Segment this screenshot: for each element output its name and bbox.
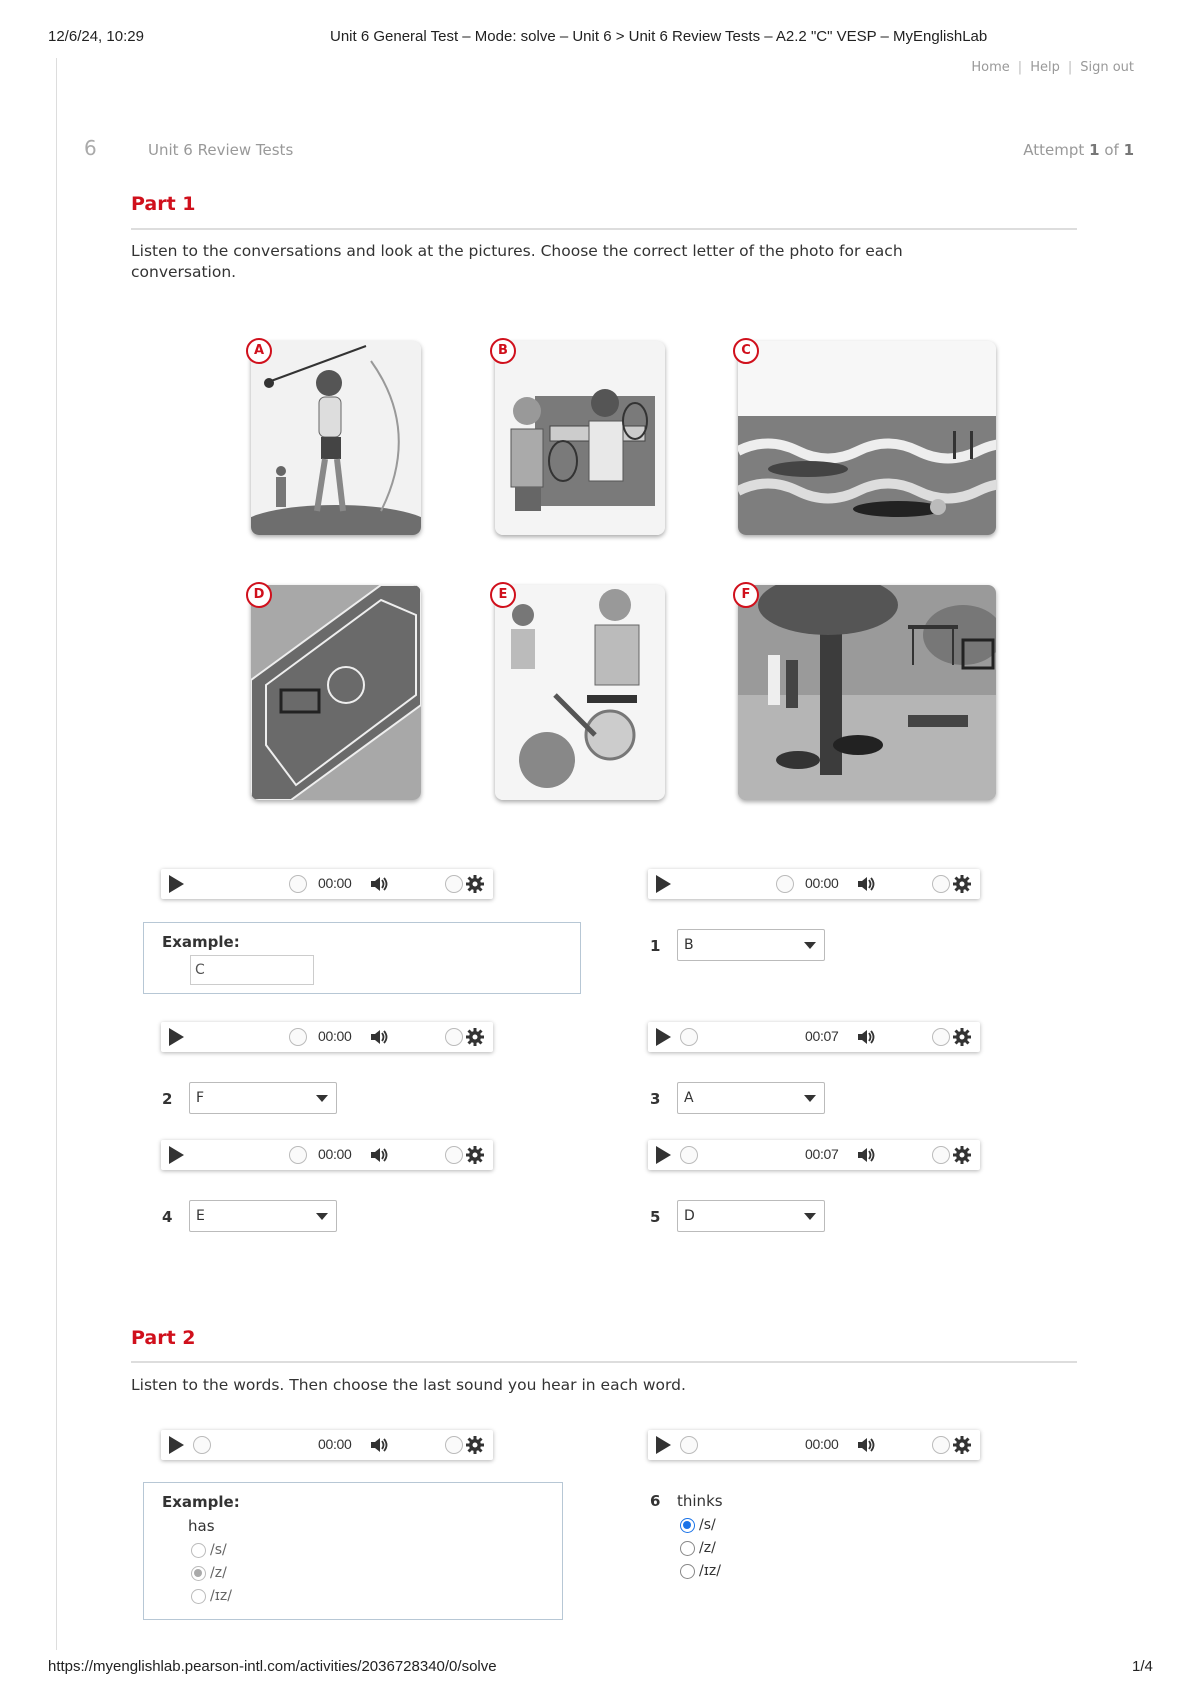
loading-spinner-icon [932,875,950,893]
separator: | [1067,60,1073,75]
photo-c-swimming [738,341,996,535]
radio-button-selected[interactable] [680,1518,695,1533]
home-link[interactable]: Home [971,60,1010,75]
sign-out-link[interactable]: Sign out [1080,60,1134,75]
photo-e-exercise-bikes [495,585,665,800]
chevron-down-icon [804,1213,816,1220]
question-number: 1 [650,937,661,955]
part1-divider [131,228,1077,230]
question-number: 2 [162,1090,173,1108]
loading-spinner-icon [445,1436,463,1454]
example-label: Example: [162,933,240,951]
part2-instructions: Listen to the words. Then choose the last sound you hear in each word. [131,1376,686,1394]
audio-time: 00:07 [805,1028,839,1044]
selected-value: E [196,1208,205,1224]
attempt-counter [1023,141,1134,159]
q6-option-iz[interactable] [680,1563,721,1579]
example-option-s [191,1542,227,1558]
play-icon[interactable] [169,1028,184,1046]
settings-gear-icon[interactable] [465,874,485,894]
print-header [0,28,1200,48]
question-number: 5 [650,1208,661,1226]
q6-option-z[interactable] [680,1540,716,1556]
settings-gear-icon[interactable] [952,1435,972,1455]
loading-spinner-icon [445,1028,463,1046]
answer-select-q4[interactable] [189,1200,337,1232]
audio-player-q3 [648,1022,980,1052]
loading-spinner-icon [680,1028,698,1046]
audio-player-part2-example [161,1430,493,1460]
play-icon[interactable] [656,875,671,893]
audio-time: 00:00 [318,875,352,891]
audio-player-example [161,869,493,899]
loading-spinner-icon [445,875,463,893]
volume-icon[interactable] [856,875,876,893]
audio-time: 00:00 [805,1436,839,1452]
volume-icon[interactable] [369,875,389,893]
loading-spinner-icon [932,1436,950,1454]
print-title: Unit 6 General Test – Mode: solve – Unit 6 > Unit 6 Review Tests – A2.2 "C" VESP – MyEnglishLab [330,28,988,45]
volume-icon[interactable] [369,1436,389,1454]
answer-select-q3[interactable] [677,1082,825,1114]
top-links [971,60,1134,75]
part2-divider [131,1361,1077,1363]
example-option-iz [191,1588,232,1604]
photo-b-tennis [495,341,665,535]
option-label: /s/ [210,1542,227,1558]
breadcrumb[interactable]: Unit 6 Review Tests [148,141,294,159]
question-word: thinks [677,1492,723,1510]
audio-time: 00:07 [805,1146,839,1162]
photo-d-pitch [251,585,421,800]
settings-gear-icon[interactable] [952,1027,972,1047]
option-label: /s/ [699,1517,716,1533]
loading-spinner-icon [680,1146,698,1164]
loading-spinner-icon [445,1146,463,1164]
audio-time: 00:00 [318,1028,352,1044]
volume-icon[interactable] [856,1028,876,1046]
volume-icon[interactable] [856,1436,876,1454]
photo-label-e: E [490,582,516,608]
photo-f-park [738,585,996,800]
answer-select-q5[interactable] [677,1200,825,1232]
radio-button [191,1543,206,1558]
loading-spinner-icon [776,875,794,893]
loading-spinner-icon [193,1436,211,1454]
audio-player-q5 [648,1140,980,1170]
question-number: 3 [650,1090,661,1108]
part1-instructions: Listen to the conversations and look at the pictures. Choose the correct letter of the photo for each conversation. [131,242,903,281]
print-date: 12/6/24, 10:29 [48,28,144,45]
help-link[interactable]: Help [1030,60,1060,75]
play-icon[interactable] [169,875,184,893]
radio-button-selected [191,1566,206,1581]
volume-icon[interactable] [856,1146,876,1164]
audio-time: 00:00 [318,1436,352,1452]
loading-spinner-icon [680,1436,698,1454]
page-left-rule [56,58,57,1650]
selected-value: B [684,937,694,953]
option-label: /ɪz/ [210,1588,232,1604]
page-number: 1/4 [1132,1658,1153,1675]
option-label: /z/ [699,1540,716,1556]
settings-gear-icon[interactable] [465,1435,485,1455]
photo-label-c: C [733,338,759,364]
example-box [143,922,581,994]
selected-value: A [684,1090,694,1106]
radio-button[interactable] [680,1564,695,1579]
audio-player-q1 [648,869,980,899]
chevron-down-icon [804,942,816,949]
option-label: /ɪz/ [699,1563,721,1579]
play-icon[interactable] [169,1146,184,1164]
selected-value: F [196,1090,205,1106]
example-label: Example: [162,1493,240,1511]
option-label: /z/ [210,1565,227,1581]
attempt-total: 1 [1123,141,1134,159]
play-icon[interactable] [656,1146,671,1164]
chevron-down-icon [316,1213,328,1220]
part2-title: Part 2 [131,1327,196,1349]
attempt-prefix: Attempt [1023,141,1085,159]
loading-spinner-icon [289,1146,307,1164]
selected-value: D [684,1208,695,1224]
loading-spinner-icon [932,1146,950,1164]
question-number: 4 [162,1208,173,1226]
volume-icon[interactable] [369,1028,389,1046]
audio-player-q4 [161,1140,493,1170]
radio-button[interactable] [680,1541,695,1556]
photo-label-d: D [246,582,272,608]
audio-time: 00:00 [318,1146,352,1162]
answer-select-q2[interactable] [189,1082,337,1114]
attempt-current: 1 [1089,141,1100,159]
play-icon[interactable] [656,1028,671,1046]
photo-a-golf [251,341,421,535]
q6-option-s[interactable] [680,1517,716,1533]
breadcrumb-bar [84,138,1134,162]
settings-gear-icon[interactable] [952,874,972,894]
loading-spinner-icon [289,1028,307,1046]
part1-title: Part 1 [131,193,196,215]
play-icon[interactable] [169,1436,184,1454]
audio-player-q2 [161,1022,493,1052]
unit-number: 6 [84,136,97,160]
settings-gear-icon[interactable] [465,1027,485,1047]
answer-select-q1[interactable] [677,929,825,961]
attempt-of: of [1104,141,1119,159]
audio-time: 00:00 [805,875,839,891]
settings-gear-icon[interactable] [952,1145,972,1165]
example-option-z [191,1565,227,1581]
photo-label-a: A [246,338,272,364]
audio-player-q6 [648,1430,980,1460]
radio-button [191,1589,206,1604]
loading-spinner-icon [289,875,307,893]
example-answer-field: C [190,955,314,985]
photo-label-f: F [733,582,759,608]
question-number: 6 [650,1492,661,1510]
chevron-down-icon [804,1095,816,1102]
play-icon[interactable] [656,1436,671,1454]
volume-icon[interactable] [369,1146,389,1164]
separator: | [1017,60,1023,75]
photo-label-b: B [490,338,516,364]
chevron-down-icon [316,1095,328,1102]
example-word: has [188,1517,215,1535]
loading-spinner-icon [932,1028,950,1046]
print-url: https://myenglishlab.pearson-intl.com/activities/2036728340/0/solve [48,1658,497,1675]
settings-gear-icon[interactable] [465,1145,485,1165]
